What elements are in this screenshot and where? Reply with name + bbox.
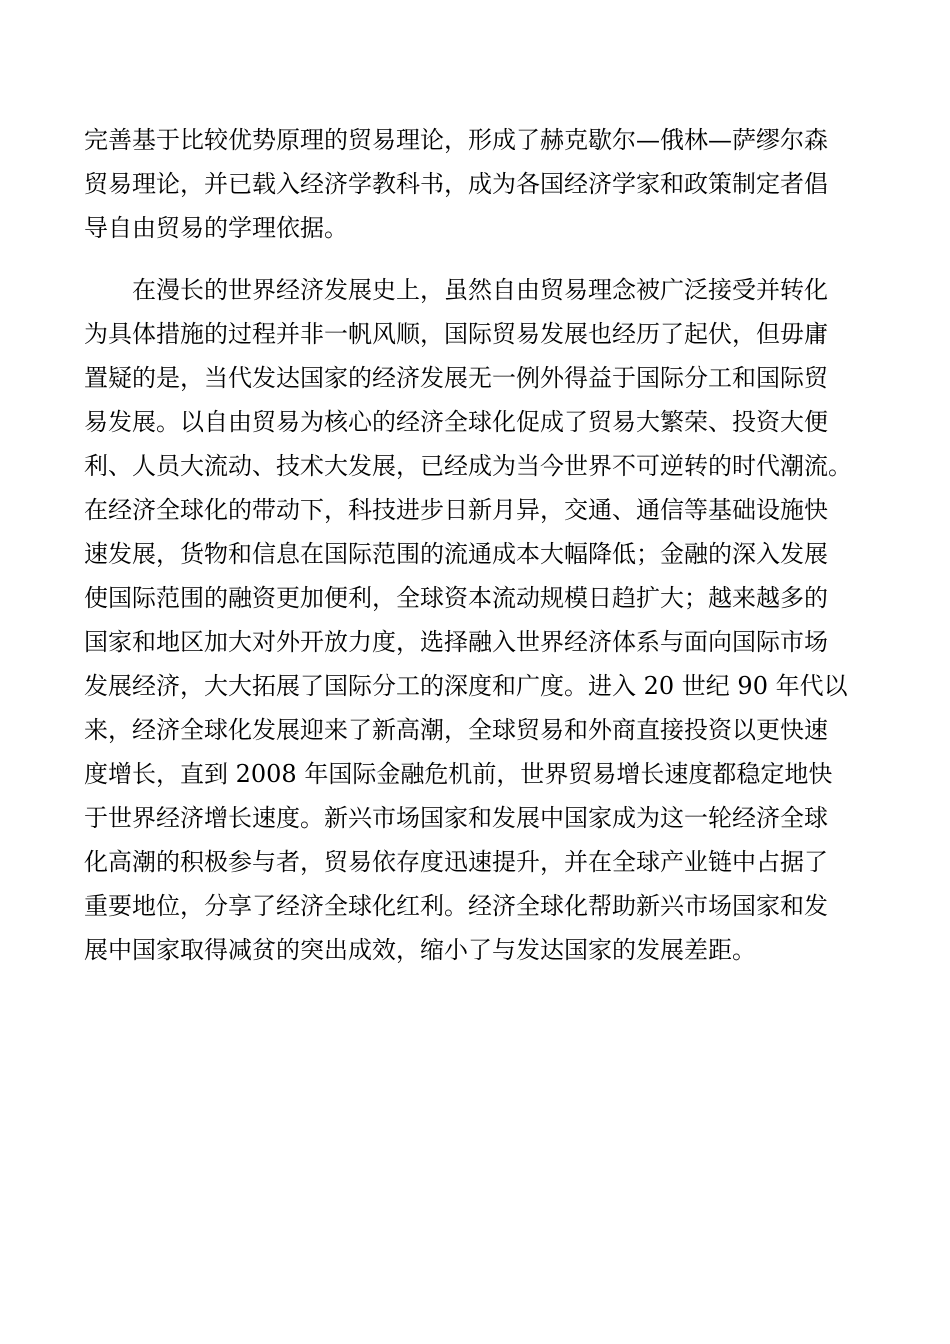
paragraph-line: 于世界经济增长速度。新兴市场国家和发展中国家成为这一轮经济全球 bbox=[84, 804, 828, 832]
paragraph-line: 在经济全球化的带动下，科技进步日新月异，交通、通信等基础设施快 bbox=[84, 496, 828, 524]
paragraph-line: 置疑的是，当代发达国家的经济发展无一例外得益于国际分工和国际贸 bbox=[84, 364, 828, 392]
paragraph-line: 利、人员大流动、技术大发展，已经成为当今世界不可逆转的时代潮流。 bbox=[84, 452, 852, 480]
paragraph-line: 使国际范围的融资更加便利，全球资本流动规模日趋扩大；越来越多的 bbox=[84, 584, 828, 612]
paragraph-line: 国家和地区加大对外开放力度，选择融入世界经济体系与面向国际市场 bbox=[84, 628, 828, 656]
document-body bbox=[84, 118, 880, 972]
paragraph-line: 来，经济全球化发展迎来了新高潮，全球贸易和外商直接投资以更快速 bbox=[84, 716, 828, 744]
paragraph-line: 速发展，货物和信息在国际范围的流通成本大幅降低；金融的深入发展 bbox=[84, 540, 828, 568]
paragraph-line: 为具体措施的过程并非一帆风顺，国际贸易发展也经历了起伏，但毋庸 bbox=[84, 320, 828, 348]
paragraph-line: 重要地位，分享了经济全球化红利。经济全球化帮助新兴市场国家和发 bbox=[84, 892, 828, 920]
paragraph-line: 度增长，直到 2008 年国际金融危机前，世界贸易增长速度都稳定地快 bbox=[84, 760, 833, 788]
paragraph-line: 发展经济，大大拓展了国际分工的深度和广度。进入 20 世纪 90 年代以 bbox=[84, 672, 848, 700]
paragraph-line: 贸易理论，并已载入经济学教科书，成为各国经济学家和政策制定者倡 bbox=[84, 170, 828, 198]
paragraph-1 bbox=[84, 118, 880, 250]
paragraph-line: 易发展。以自由贸易为核心的经济全球化促成了贸易大繁荣、投资大便 bbox=[84, 408, 828, 436]
paragraph-line: 在漫长的世界经济发展史上，虽然自由贸易理念被广泛接受并转化 bbox=[132, 276, 828, 304]
paragraph-line: 化高潮的积极参与者，贸易依存度迅速提升，并在全球产业链中占据了 bbox=[84, 848, 828, 876]
paragraph-line: 导自由贸易的学理依据。 bbox=[84, 214, 348, 242]
paragraph-2 bbox=[84, 268, 880, 972]
paragraph-line: 展中国家取得减贫的突出成效，缩小了与发达国家的发展差距。 bbox=[84, 936, 756, 964]
paragraph-line: 完善基于比较优势原理的贸易理论，形成了赫克歇尔—俄林—萨缪尔森 bbox=[84, 126, 828, 154]
